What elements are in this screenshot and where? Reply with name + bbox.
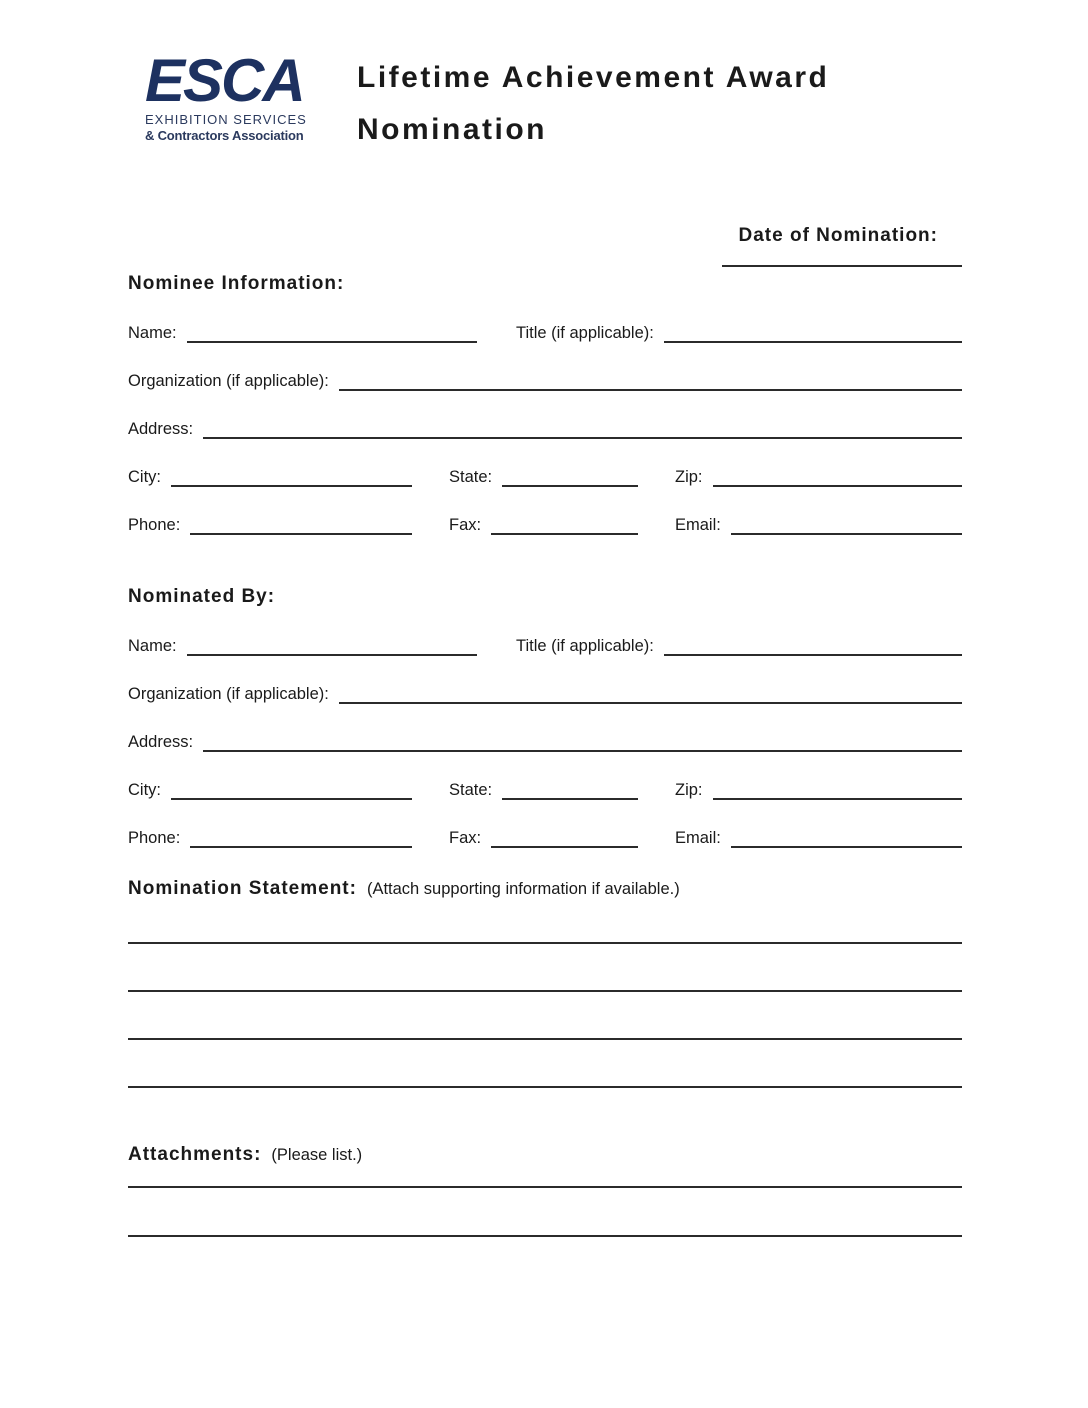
nomination-statement-heading-row (128, 878, 962, 900)
attachments-heading-row (128, 1144, 962, 1166)
nomination-statement-section (128, 900, 962, 1088)
nominee-title-input-line[interactable] (664, 323, 962, 343)
nominator-row-phone-fax-email (128, 800, 962, 848)
nominator-fax-input-line[interactable] (491, 828, 638, 848)
nominee-fax-input-line[interactable] (491, 515, 638, 535)
nominee-state-field (449, 467, 638, 487)
nominator-email-field (675, 828, 962, 848)
nominee-name-input-line[interactable] (187, 323, 477, 343)
nominator-title-field (516, 636, 962, 656)
nominee-fax-field (449, 515, 638, 535)
nominee-address-label: Address: (128, 420, 194, 438)
nominee-row-phone-fax-email (128, 487, 962, 535)
nominee-information-section (128, 295, 962, 535)
nominator-organization-label: Organization (if applicable): (128, 685, 329, 703)
nominator-name-input-line[interactable] (187, 636, 477, 656)
nominee-organization-field (128, 371, 962, 391)
attachments-heading: Attachments: (128, 1144, 262, 1165)
nominator-phone-field (128, 828, 412, 848)
date-of-nomination-input-line[interactable] (722, 247, 962, 267)
nominator-row-address (128, 704, 962, 752)
attachments-note: (Please list.) (271, 1146, 363, 1164)
nominator-city-field (128, 780, 412, 800)
nominee-email-label: Email: (675, 516, 721, 534)
nominee-row-address (128, 391, 962, 439)
statement-line-4[interactable] (128, 1040, 962, 1088)
nominee-address-field (128, 419, 962, 439)
nominee-city-field (128, 467, 412, 487)
nominator-city-label: City: (128, 781, 161, 799)
nominee-zip-input-line[interactable] (713, 467, 962, 487)
nominated-by-heading: Nominated By: (128, 586, 276, 607)
nominee-state-input-line[interactable] (502, 467, 638, 487)
nominee-fax-label: Fax: (449, 516, 482, 534)
nominator-fax-field (449, 828, 638, 848)
nominee-title-label: Title (if applicable): (516, 324, 654, 342)
nominee-name-field (128, 323, 477, 343)
attachments-section (128, 1166, 962, 1237)
nominator-email-label: Email: (675, 829, 721, 847)
nominator-title-label: Title (if applicable): (516, 637, 654, 655)
nominator-name-field (128, 636, 477, 656)
nominee-email-input-line[interactable] (731, 515, 962, 535)
nominator-zip-label: Zip: (675, 781, 703, 799)
nominee-city-input-line[interactable] (171, 467, 412, 487)
form-title-line1: Lifetime Achievement Award (357, 61, 830, 94)
nominator-phone-label: Phone: (128, 829, 181, 847)
nominator-row-name-title (128, 608, 962, 656)
nominator-organization-input-line[interactable] (339, 684, 962, 704)
nominee-zip-label: Zip: (675, 468, 703, 486)
nominee-title-field (516, 323, 962, 343)
nominee-organization-input-line[interactable] (339, 371, 962, 391)
nominee-phone-field (128, 515, 412, 535)
statement-line-3[interactable] (128, 992, 962, 1040)
logo-acronym: ESCA (145, 47, 304, 114)
nominated-by-section (128, 608, 962, 848)
attachments-line-1[interactable] (128, 1166, 962, 1188)
statement-line-2[interactable] (128, 944, 962, 992)
nominee-city-label: City: (128, 468, 161, 486)
nominator-zip-field (675, 780, 962, 800)
nominee-phone-input-line[interactable] (190, 515, 412, 535)
nominee-zip-field (675, 467, 962, 487)
logo-tagline-2: & Contractors Association (145, 128, 304, 143)
nominee-row-city-state-zip (128, 439, 962, 487)
form-title (357, 52, 829, 156)
nominee-phone-label: Phone: (128, 516, 181, 534)
nominee-row-name-title (128, 295, 962, 343)
nominator-state-label: State: (449, 781, 493, 799)
date-of-nomination-block (128, 225, 962, 267)
nominator-address-input-line[interactable] (203, 732, 962, 752)
nominator-fax-label: Fax: (449, 829, 482, 847)
nominee-information-heading: Nominee Information: (128, 273, 345, 294)
form-title-line2: Nomination (357, 113, 547, 146)
logo-tagline-1: EXHIBITION SERVICES (145, 112, 307, 127)
nominee-state-label: State: (449, 468, 493, 486)
nominator-zip-input-line[interactable] (713, 780, 962, 800)
nominee-organization-label: Organization (if applicable): (128, 372, 329, 390)
nominee-row-organization (128, 343, 962, 391)
masthead (128, 47, 962, 156)
nominator-state-field (449, 780, 638, 800)
nominator-row-organization (128, 656, 962, 704)
nominator-email-input-line[interactable] (731, 828, 962, 848)
nominator-organization-field (128, 684, 962, 704)
nomination-statement-note: (Attach supporting information if available.) (366, 880, 680, 898)
nominator-phone-input-line[interactable] (190, 828, 412, 848)
nominator-city-input-line[interactable] (171, 780, 412, 800)
nominator-name-label: Name: (128, 637, 177, 655)
nominee-email-field (675, 515, 962, 535)
nomination-statement-heading: Nomination Statement: (128, 878, 357, 899)
attachments-line-2[interactable] (128, 1188, 962, 1237)
nominator-row-city-state-zip (128, 752, 962, 800)
nominator-address-field (128, 732, 962, 752)
nominator-title-input-line[interactable] (664, 636, 962, 656)
statement-line-1[interactable] (128, 900, 962, 944)
date-of-nomination-label: Date of Nomination: (738, 225, 938, 246)
nominator-state-input-line[interactable] (502, 780, 638, 800)
nominee-name-label: Name: (128, 324, 177, 342)
nominator-address-label: Address: (128, 733, 194, 751)
nominee-address-input-line[interactable] (203, 419, 962, 439)
esca-logo (145, 47, 327, 143)
